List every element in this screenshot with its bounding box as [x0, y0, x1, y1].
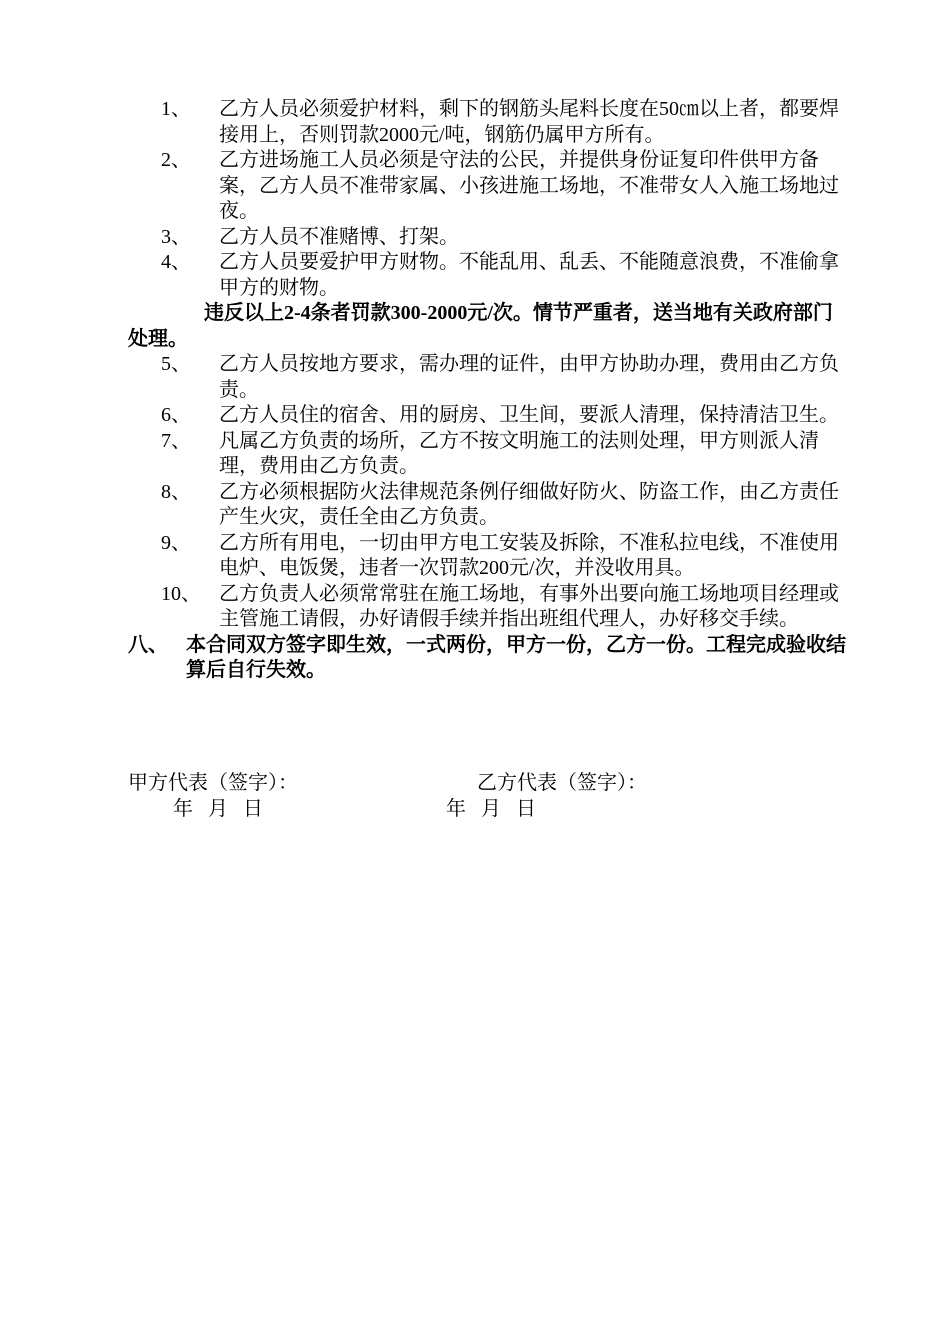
list-item	[128, 352, 848, 403]
party-a-date: 年 月 日	[173, 798, 263, 820]
party-a-signature-label: 甲方代表（签字）：	[128, 772, 298, 794]
penalty-notice: 违反以上2-4条者罚款300-2000元/次。情节严重者，送当地有关政府部门处理。	[128, 302, 833, 350]
signature-block	[128, 771, 848, 831]
item-number: 6、	[161, 404, 191, 426]
contract-body	[128, 97, 848, 684]
item-text: 乙方人员必须爱护材料，剩下的钢筋头尾料长度在50㎝以上者，都要焊接用上，否则罚款2000元/吨，钢筋仍属甲方所有。	[219, 98, 839, 146]
list-item	[128, 480, 848, 531]
party-b-date: 年 月 日	[446, 798, 536, 820]
item-number: 5、	[161, 353, 191, 375]
party-b-signature-label: 乙方代表（签字）：	[477, 772, 647, 794]
list-item	[128, 582, 848, 633]
item-text: 乙方人员按地方要求，需办理的证件，由甲方协助办理，费用由乙方负责。	[219, 353, 839, 401]
list-item	[128, 250, 848, 301]
list-item	[128, 225, 848, 251]
item-text: 乙方负责人必须常常驻在施工场地，有事外出要向施工场地项目经理或主管施工请假，办好请假手续并指出班组代理人，办好移交手续。	[219, 582, 839, 630]
item-text: 乙方人员要爱护甲方财物。不能乱用、乱丢、不能随意浪费，不准偷拿甲方的财物。	[219, 251, 839, 299]
section-text: 本合同双方签字即生效，一式两份，甲方一份，乙方一份。工程完成验收结算后自行失效。	[186, 633, 846, 681]
section-eight	[128, 633, 848, 684]
item-number: 10、	[161, 582, 201, 605]
item-text: 乙方人员不准赌博、打架。	[219, 225, 459, 248]
list-item	[128, 403, 848, 429]
list-item	[128, 97, 848, 148]
list-item	[128, 429, 848, 480]
item-number: 3、	[161, 225, 191, 248]
section-number: 八、	[128, 633, 168, 656]
item-number: 1、	[161, 98, 191, 120]
item-text: 乙方进场施工人员必须是守法的公民，并提供身份证复印件供甲方备案，乙方人员不准带家属、小孩进施工场地，不准带女人入施工场地过夜。	[219, 149, 839, 222]
item-number: 2、	[161, 149, 191, 171]
item-number: 8、	[161, 480, 191, 503]
list-item	[128, 531, 848, 582]
item-number: 7、	[161, 429, 191, 452]
item-text: 乙方人员住的宿舍、用的厨房、卫生间，要派人清理，保持清洁卫生。	[219, 404, 839, 426]
item-text: 凡属乙方负责的场所，乙方不按文明施工的法则处理，甲方则派人清理，费用由乙方负责。	[219, 429, 819, 477]
item-number: 9、	[161, 531, 191, 554]
item-text: 乙方所有用电，一切由甲方电工安装及拆除，不准私拉电线，不准使用电炉、电饭煲，违者一次罚款200元/次，并没收用具。	[219, 531, 839, 579]
list-item	[128, 148, 848, 225]
item-number: 4、	[161, 251, 191, 273]
item-text: 乙方必须根据防火法律规范条例仔细做好防火、防盗工作，由乙方责任产生火灾，责任全由乙方负责。	[219, 480, 839, 528]
